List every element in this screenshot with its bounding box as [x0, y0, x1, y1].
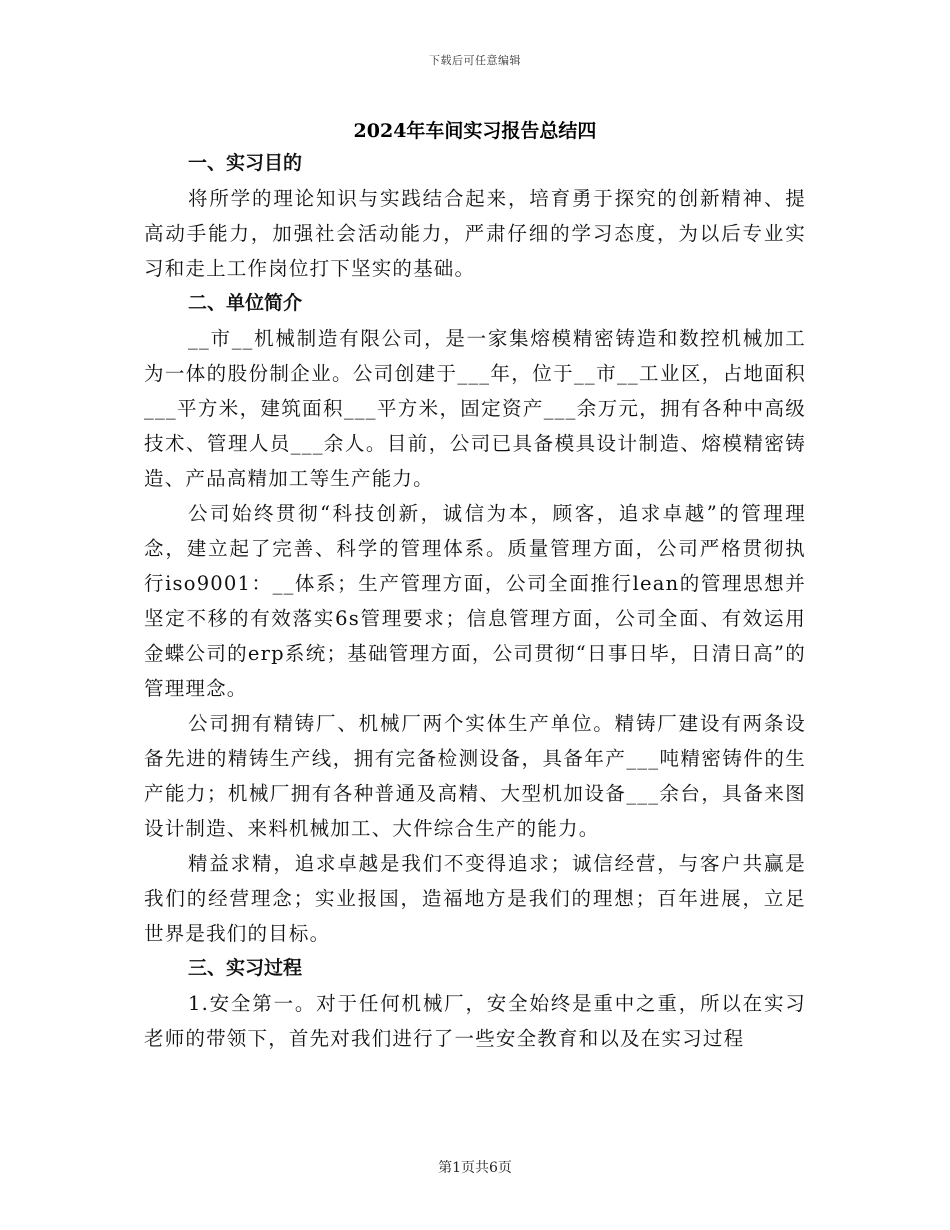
paragraph-process-safety: 1.安全第一。对于任何机械厂，安全始终是重中之重，所以在实习老师的带领下，首先对我们进行了一些安全教育和以及在实习过程 — [144, 992, 806, 1050]
document-title: 2024年车间实习报告总结四 — [353, 120, 597, 142]
paragraph-company-management: 公司始终贯彻“科技创新，诚信为本，顾客，追求卓越”的管理理念，建立起了完善、科学的管理体系。质量管理方面，公司严格贯彻执行iso9001：__体系；生产管理方面，公司全面推行lean的管理思想并坚定不移的有效落实6s管理要求；信息管理方面，公司全面、有效运用金蝶公司的erp系统；基础管理方面，公司贯彻“日事日毕，日清日高”的管理理念。 — [144, 502, 806, 700]
section-heading-process: 三、实习过程 — [188, 957, 303, 979]
paragraph-company-philosophy: 精益求精，追求卓越是我们不变得追求；诚信经营，与客户共赢是我们的经营理念；实业报国，造福地方是我们的理想；百年进展，立足世界是我们的目标。 — [144, 852, 806, 945]
page-footer-number: 第1页共6页 — [438, 1160, 512, 1176]
page-header-note: 下载后可任意编辑 — [429, 54, 521, 67]
paragraph-purpose: 将所学的理论知识与实践结合起来，培育勇于探究的创新精神、提高动手能力，加强社会活动能力，严肃仔细的学习态度，为以后专业实习和走上工作岗位打下坚实的基础。 — [144, 187, 806, 280]
document-body — [144, 146, 806, 1056]
paragraph-company-factories: 公司拥有精铸厂、机械厂两个实体生产单位。精铸厂建设有两条设备先进的精铸生产线，拥有完备检测设备，具备年产___吨精密铸件的生产能力；机械厂拥有各种普通及高精、大型机加设备___余台，具备来图设计制造、来料机械加工、大件综合生产的能力。 — [144, 712, 806, 840]
section-heading-company: 二、单位简介 — [188, 292, 303, 314]
paragraph-company-intro: __市__机械制造有限公司，是一家集熔模精密铸造和数控机械加工为一体的股份制企业。公司创建于___年，位于__市__工业区，占地面积___平方米，建筑面积___平方米，固定资产___余万元，拥有各种中高级技术、管理人员___余人。目前，公司已具备模具设计制造、熔模精密铸造、产品高精加工等生产能力。 — [144, 327, 806, 490]
section-heading-purpose: 一、实习目的 — [188, 152, 303, 174]
